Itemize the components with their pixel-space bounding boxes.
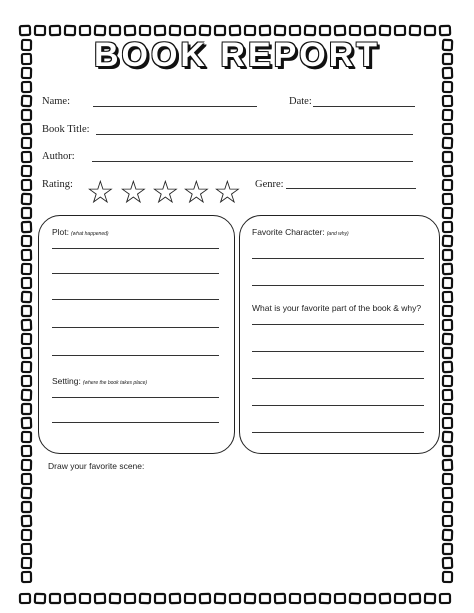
border-square xyxy=(443,194,452,204)
border-square xyxy=(443,474,452,484)
border-square xyxy=(320,26,330,35)
rating-star-icon[interactable]: ☆ xyxy=(182,173,211,211)
border-square xyxy=(443,376,452,386)
border-square xyxy=(443,488,452,498)
border-square xyxy=(22,166,31,176)
border-square xyxy=(443,390,452,400)
border-square xyxy=(443,544,452,554)
border-square xyxy=(290,594,300,603)
border-square xyxy=(380,594,390,603)
plot-line[interactable] xyxy=(52,327,219,328)
border-square xyxy=(410,594,420,603)
favorite-part-line[interactable] xyxy=(252,405,424,406)
border-square xyxy=(22,152,31,162)
border-square xyxy=(140,594,150,603)
border-square xyxy=(425,594,435,603)
border-square xyxy=(305,26,315,35)
border-square xyxy=(365,594,375,603)
border-square xyxy=(110,594,120,603)
plot-line[interactable] xyxy=(52,273,219,274)
border-square xyxy=(395,26,405,35)
border-square xyxy=(443,558,452,568)
border-square xyxy=(22,348,31,358)
border-square xyxy=(215,26,225,35)
border-square xyxy=(350,594,360,603)
border-square xyxy=(425,26,435,35)
favorite-part-line[interactable] xyxy=(252,378,424,379)
character-label: Favorite Character: (and why) xyxy=(252,227,349,237)
book-title-label: Book Title: xyxy=(42,124,90,135)
border-square xyxy=(125,594,135,603)
favorite-part-line[interactable] xyxy=(252,324,424,325)
border-square xyxy=(443,222,452,232)
page-title: BOOK REPORT xyxy=(93,36,381,74)
border-square xyxy=(22,502,31,512)
border-square xyxy=(305,594,315,603)
plot-hint: (what happened) xyxy=(71,231,109,237)
border-square xyxy=(22,474,31,484)
border-square xyxy=(245,594,255,603)
border-square xyxy=(443,334,452,344)
border-square xyxy=(395,594,405,603)
border-square xyxy=(22,82,31,92)
rating-star-icon[interactable]: ☆ xyxy=(213,173,242,211)
border-square xyxy=(185,594,195,603)
border-square xyxy=(290,26,300,35)
setting-line[interactable] xyxy=(52,397,219,398)
character-hint: (and why) xyxy=(326,231,349,237)
border-square xyxy=(275,26,285,35)
border-square xyxy=(80,26,90,35)
border-square xyxy=(95,26,105,35)
border-square xyxy=(230,26,240,35)
border-square xyxy=(350,26,360,35)
border-square xyxy=(443,348,452,358)
border-square xyxy=(443,432,452,442)
border-square xyxy=(443,180,452,190)
author-label: Author: xyxy=(42,151,75,162)
border-square xyxy=(110,26,120,35)
border-square xyxy=(170,26,180,35)
border-square xyxy=(443,166,452,176)
border-square xyxy=(443,292,452,302)
border-square xyxy=(22,460,31,470)
character-line[interactable] xyxy=(252,285,424,286)
border-square xyxy=(22,278,31,288)
genre-label: Genre: xyxy=(255,179,284,190)
character-box xyxy=(239,215,440,454)
border-square xyxy=(65,594,75,603)
border-square xyxy=(443,530,452,540)
setting-label: Setting: (where the book takes place) xyxy=(52,376,148,386)
border-square xyxy=(22,110,31,120)
border-square xyxy=(443,82,452,92)
border-square xyxy=(443,418,452,428)
border-square xyxy=(443,96,452,106)
border-square xyxy=(443,320,452,330)
border-square xyxy=(440,26,450,35)
border-square xyxy=(22,418,31,428)
border-square xyxy=(275,594,285,603)
setting-hint: (where the book takes place) xyxy=(82,380,148,386)
border-square xyxy=(443,446,452,456)
border-square xyxy=(335,26,345,35)
border-square xyxy=(155,594,165,603)
border-square xyxy=(443,124,452,134)
border-square xyxy=(185,26,195,35)
genre-field[interactable] xyxy=(286,188,416,189)
border-square xyxy=(443,404,452,414)
border-square xyxy=(22,488,31,498)
rating-label: Rating: xyxy=(42,179,73,190)
border-square xyxy=(335,594,345,603)
border-square xyxy=(125,26,135,35)
border-square xyxy=(443,250,452,260)
border-square xyxy=(200,26,210,35)
border-square xyxy=(22,96,31,106)
border-square xyxy=(22,516,31,526)
border-square xyxy=(22,432,31,442)
border-square xyxy=(22,544,31,554)
border-square xyxy=(443,362,452,372)
rating-star-icon[interactable]: ☆ xyxy=(119,173,148,211)
border-square xyxy=(443,208,452,218)
border-square xyxy=(22,236,31,246)
border-square xyxy=(200,594,210,603)
border-square xyxy=(260,594,270,603)
border-square xyxy=(260,26,270,35)
border-square xyxy=(22,194,31,204)
border-square xyxy=(443,110,452,120)
border-square xyxy=(155,26,165,35)
author-field[interactable] xyxy=(92,161,413,162)
favorite-part-line[interactable] xyxy=(252,432,424,433)
border-square xyxy=(22,208,31,218)
border-square xyxy=(20,594,30,603)
border-square xyxy=(22,362,31,372)
border-square xyxy=(320,594,330,603)
border-square xyxy=(215,594,225,603)
border-square xyxy=(443,516,452,526)
date-label: Date: xyxy=(289,96,312,107)
border-square xyxy=(22,558,31,568)
border-square xyxy=(365,26,375,35)
border-square xyxy=(22,138,31,148)
border-square xyxy=(22,180,31,190)
border-square xyxy=(35,594,45,603)
border-square xyxy=(22,404,31,414)
character-line[interactable] xyxy=(252,258,424,259)
favorite-part-line[interactable] xyxy=(252,351,424,352)
border-square xyxy=(22,250,31,260)
book-title-field[interactable] xyxy=(96,134,413,135)
border-square xyxy=(22,124,31,134)
drawing-area[interactable] xyxy=(40,475,436,585)
border-square xyxy=(410,26,420,35)
plot-line[interactable] xyxy=(52,355,219,356)
border-square xyxy=(22,264,31,274)
border-square xyxy=(20,26,30,35)
border-square xyxy=(22,222,31,232)
rating-star-icon[interactable]: ☆ xyxy=(86,173,115,211)
border-square xyxy=(443,138,452,148)
border-square xyxy=(22,334,31,344)
border-square xyxy=(245,26,255,35)
border-square xyxy=(22,292,31,302)
plot-line[interactable] xyxy=(52,299,219,300)
favorite-part-question: What is your favorite part of the book & why? xyxy=(252,303,422,313)
border-square xyxy=(443,460,452,470)
name-label: Name: xyxy=(42,96,70,107)
rating-star-icon[interactable]: ☆ xyxy=(151,173,180,211)
setting-line[interactable] xyxy=(52,422,219,423)
border-square xyxy=(50,594,60,603)
border-square xyxy=(22,572,31,582)
border-square xyxy=(443,306,452,316)
date-field[interactable] xyxy=(313,106,415,107)
border-square xyxy=(35,26,45,35)
border-square xyxy=(95,594,105,603)
border-square xyxy=(440,594,450,603)
border-square xyxy=(65,26,75,35)
border-square xyxy=(380,26,390,35)
name-field[interactable] xyxy=(93,106,257,107)
border-square xyxy=(22,376,31,386)
border-square xyxy=(22,446,31,456)
border-square xyxy=(443,278,452,288)
border-square xyxy=(443,572,452,582)
border-square xyxy=(443,236,452,246)
plot-label: Plot: (what happened) xyxy=(52,227,109,237)
border-square xyxy=(50,26,60,35)
border-square xyxy=(443,502,452,512)
plot-setting-box xyxy=(38,215,235,454)
draw-scene-label: Draw your favorite scene: xyxy=(48,461,145,471)
border-square xyxy=(443,152,452,162)
border-square xyxy=(170,594,180,603)
border-square xyxy=(230,594,240,603)
border-square xyxy=(22,390,31,400)
border-square xyxy=(80,594,90,603)
plot-line[interactable] xyxy=(52,248,219,249)
border-square xyxy=(22,306,31,316)
border-square xyxy=(140,26,150,35)
border-square xyxy=(443,264,452,274)
border-square xyxy=(22,320,31,330)
border-square xyxy=(22,530,31,540)
